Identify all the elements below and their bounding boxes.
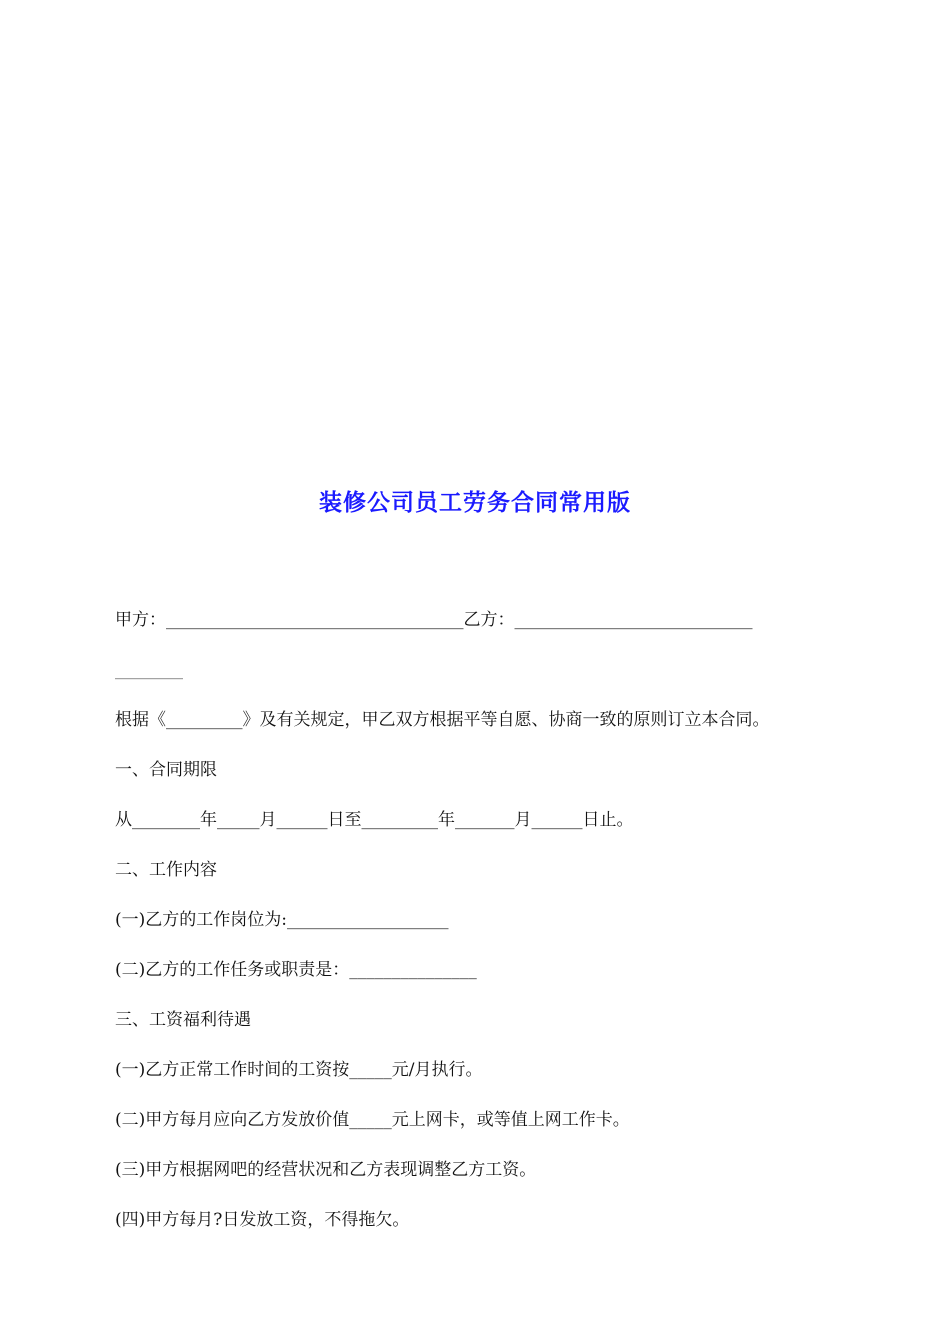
- pay-item-2: (二)甲方每月应向乙方发放价值_____元上网卡，或等值上网工作卡。: [115, 1110, 630, 1130]
- section-heading-pay: 三、工资福利待遇: [115, 1010, 251, 1030]
- term-dates-line: 从________年_____月______日至_________年_______月______日止。: [115, 810, 634, 830]
- document-title: 装修公司员工劳务合同常用版: [319, 490, 631, 516]
- pay-item-3: (三)甲方根据网吧的经营状况和乙方表现调整乙方工资。: [115, 1160, 537, 1180]
- section-heading-term: 一、合同期限: [115, 760, 217, 780]
- pay-item-1: (一)乙方正常工作时间的工资按_____元/月执行。: [115, 1060, 483, 1080]
- party-line-continuation: ________: [115, 660, 183, 680]
- pay-item-4: (四)甲方每月?日发放工资，不得拖欠。: [115, 1210, 410, 1230]
- party-line: 甲方：___________________________________乙方：____________________________: [115, 610, 753, 630]
- section-heading-work: 二、工作内容: [115, 860, 217, 880]
- work-duty-line: (二)乙方的工作任务或职责是：_______________: [115, 960, 477, 980]
- preamble-paragraph: 根据《_________》及有关规定，甲乙双方根据平等自愿、协商一致的原则订立本合同。: [115, 710, 770, 730]
- work-position-line: (一)乙方的工作岗位为:___________________: [115, 910, 449, 930]
